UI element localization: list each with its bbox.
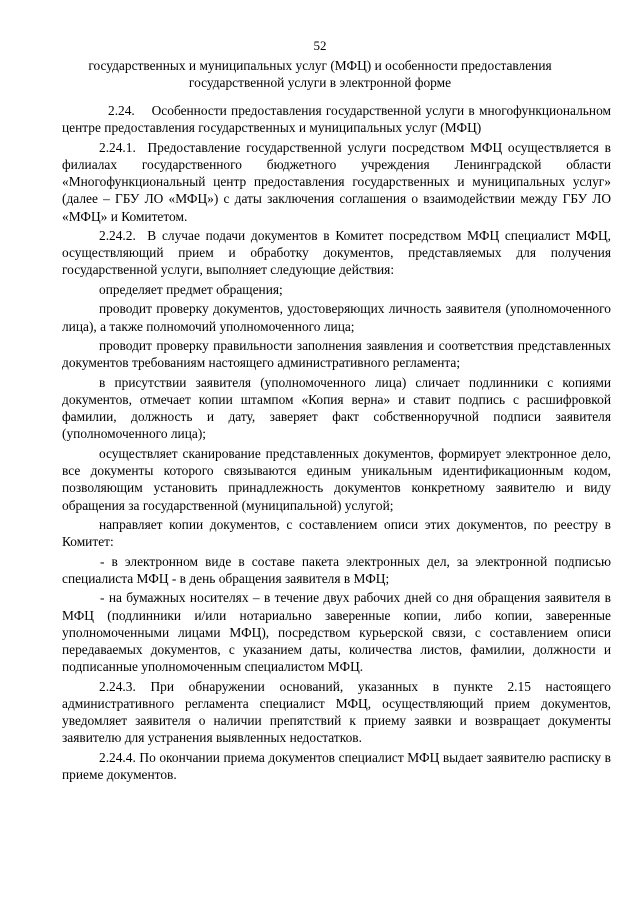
dash-item-paper: - на бумажных носителях – в течение двух рабочих дней со дня обращения заявителя в МФЦ (подлинники и/или нотариально заверенные копии, либо копии, заверенные уполномоченными лицами МФЦ), посредством курьерской связи, с составлением описи передаваемых документов, с указанием даты, количества листов, фамилии, должности и подписанные уполномоченным специалистом МФЦ. (62, 590, 611, 675)
paragraph-2-24-3: 2.24.3. При обнаружении оснований, указанных в пункте 2.15 настоящего административного регламента специалист МФЦ, осуществляющий прием документов, уведомляет заявителя о наличии препятствий к приему заявки и возвращает документы заявителю для устранения выявленных недостатков. (62, 678, 611, 746)
paragraph-2-24-2: 2.24.2. В случае подачи документов в Комитет посредством МФЦ специалист МФЦ, осуществляющий прием и обработку документов, представляемых для получения государственной услуги, выполняет следующие действия: (62, 228, 611, 278)
action-item: проводит проверку документов, удостоверяющих личность заявителя (уполномоченного лица), а также полномочий уполномоченного лица; (62, 301, 611, 334)
document-body (62, 102, 611, 786)
action-item: определяет предмет обращения; (99, 281, 283, 297)
action-item: направляет копии документов, с составлением описи этих документов, по реестру в Комитет: (62, 517, 611, 550)
dash-item-electronic: - в электронном виде в составе пакета электронных дел, за электронной подписью специалиста МФЦ - в день обращения заявителя в МФЦ; (62, 553, 611, 586)
section-heading: государственных и муниципальных услуг (МФЦ) и особенности предоставления государственной услуги в электронной форме (88, 58, 552, 91)
action-item: осуществляет сканирование представленных документов, формирует электронное дело, все документы которого связываются единым уникальным идентификационным кодом, позволяющим установить принадлежность документов конкретному заявителю и виду обращения за государственной (муниципальной) услугой; (62, 445, 611, 513)
paragraph-2-24-1: 2.24.1. Предоставление государственной услуги посредством МФЦ осуществляется в филиалах государственного бюджетного учреждения Ленинградской области «Многофункциональный центр предоставления государственных и муниципальных услуг» (далее – ГБУ ЛО «МФЦ») с даты заключения соглашения о взаимодействии между ГБУ ЛО «МФЦ» и Комитетом. (62, 139, 611, 224)
action-item: в присутствии заявителя (уполномоченного лица) сличает подлинники с копиями документов, отмечает копии штампом «Копия верна» и ставит подпись с расшифровкой фамилии, должность и дату, заверяет факт собственноручной подписи заявителя (уполномоченного лица); (62, 374, 611, 442)
paragraph-2-24: 2.24. Особенности предоставления государственной услуги в многофункциональном центре предоставления государственных и муниципальных услуг (МФЦ) (62, 103, 611, 136)
page-number: 52 (313, 38, 327, 53)
action-item: проводит проверку правильности заполнения заявления и соответствия представленных документов требованиям настоящего административного регламента; (62, 338, 611, 371)
paragraph-2-24-4: 2.24.4. По окончании приема документов специалист МФЦ выдает заявителю расписку в приеме документов. (62, 749, 611, 783)
